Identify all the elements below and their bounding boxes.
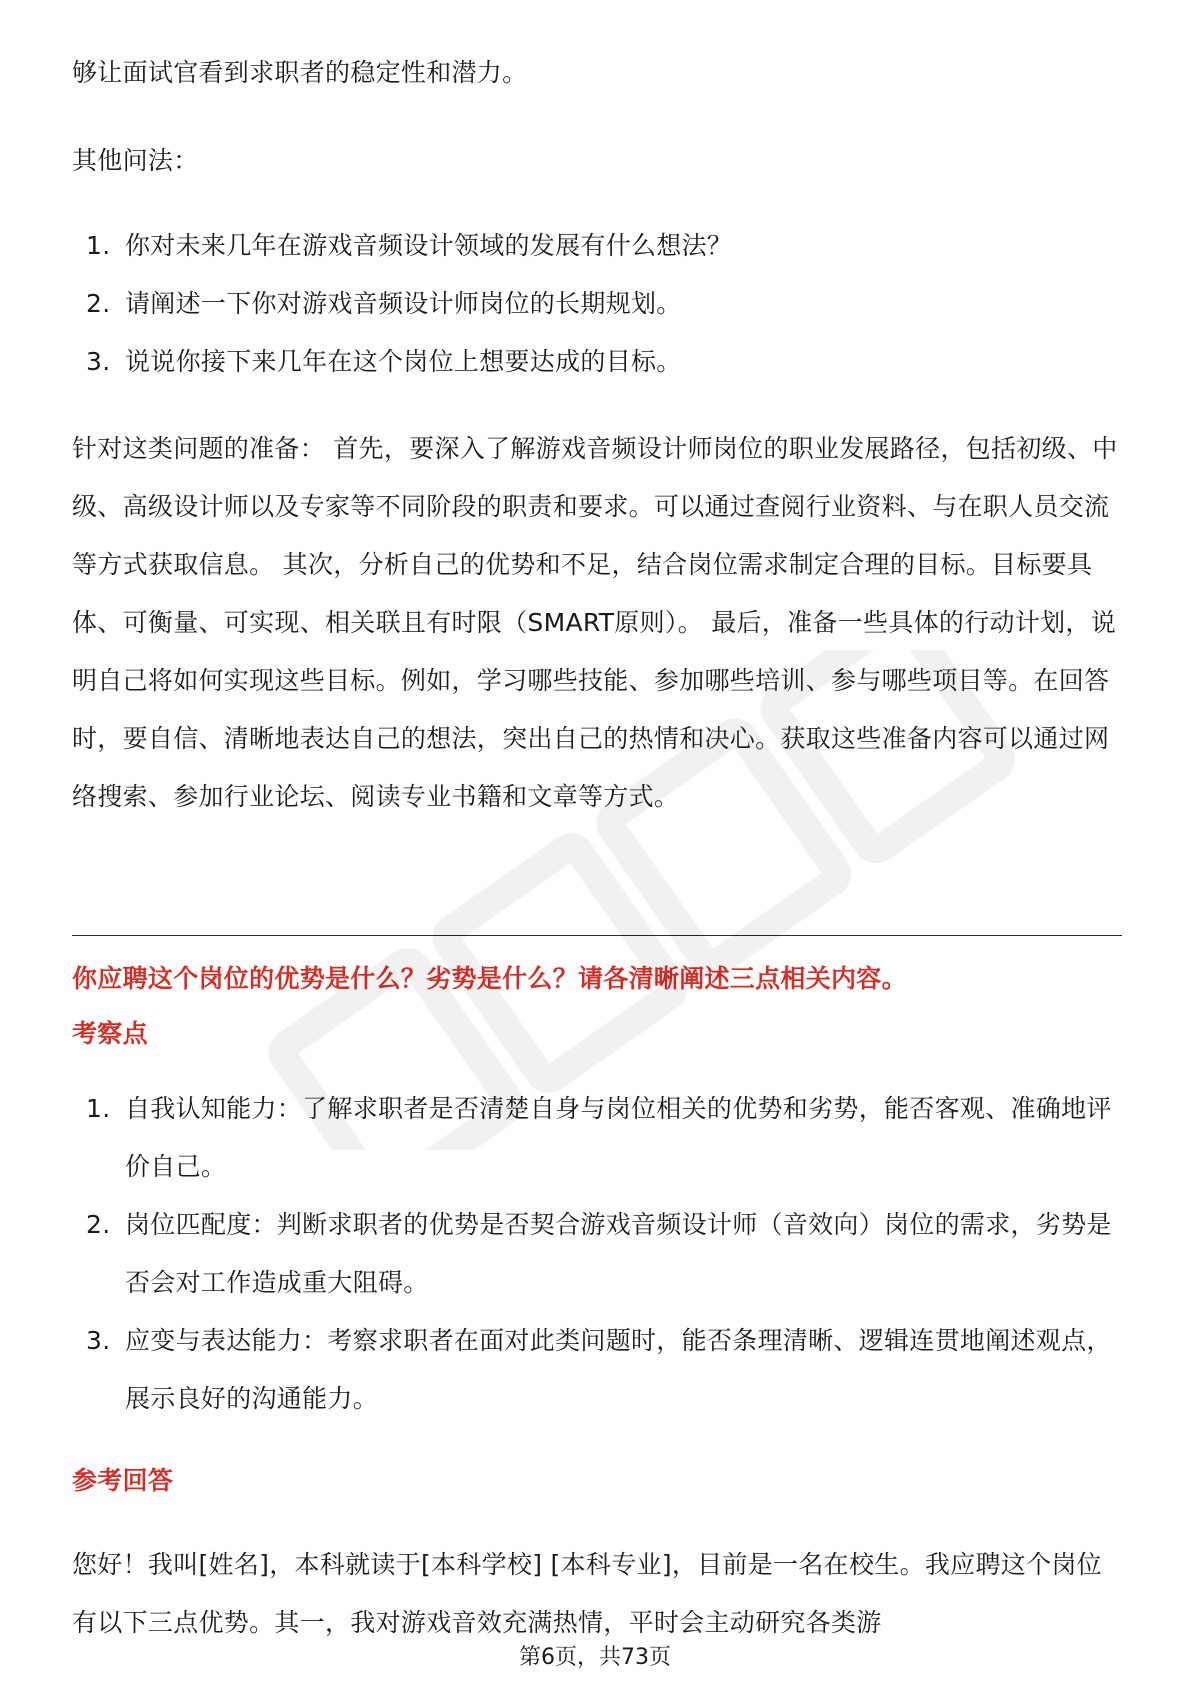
list-item-number: 1.: [86, 231, 111, 260]
list-item-number: 2.: [86, 1210, 111, 1239]
points-heading: 考察点: [72, 1019, 148, 1048]
points-list: [72, 1080, 1122, 1428]
list-item: [72, 275, 1122, 333]
list-item: [72, 1196, 1122, 1312]
list-item: [72, 217, 1122, 275]
list-item-text: 自我认知能力：了解求职者是否清楚自身与岗位相关的优势和劣势，能否客观、准确地评价自己。: [125, 1094, 1112, 1181]
list-item-text: 请阐述一下你对游戏音频设计师岗位的长期规划。: [125, 289, 682, 318]
answer-paragraph: 您好！我叫[姓名]，本科就读于[本科学校] [本科专业]，目前是一名在校生。我应聘这个岗位有以下三点优势。其一，我对游戏音效充满热情，平时会主动研究各类游: [72, 1550, 1102, 1637]
answer-heading: 参考回答: [72, 1466, 174, 1495]
list-item-text: 你对未来几年在游戏音频设计领域的发展有什么想法？: [125, 231, 733, 260]
list-item-text: 说说你接下来几年在这个岗位上想要达成的目标。: [125, 347, 682, 376]
other-questions-list: [72, 217, 1122, 391]
preparation-paragraph: 针对这类问题的准备： 首先，要深入了解游戏音频设计师岗位的职业发展路径，包括初级、中级、高级设计师以及专家等不同阶段的职责和要求。可以通过查阅行业资料、与在职人员交流等方式获取信息。 其次，分析自己的优势和不足，结合岗位需求制定合理的目标。目标要具体、可衡量、可实现、相关联且有时限（SMART原则）。 最后，准备一些具体的行动计划，说明自己将如何实现这些目标。例如，学习哪些技能、参加哪些培训、参与哪些项目等。在回答时，要自信、清晰地表达自己的想法，突出自己的热情和决心。获取这些准备内容可以通过网络搜索、参加行业论坛、阅读专业书籍和文章等方式。: [72, 434, 1118, 811]
intro-paragraph: 够让面试官看到求职者的稳定性和潜力。: [72, 58, 528, 87]
list-item-number: 3.: [86, 1326, 111, 1355]
list-item: [72, 1080, 1122, 1196]
other-questions-label: 其他问法：: [72, 146, 199, 175]
list-item-text: 应变与表达能力：考察求职者在面对此类问题时，能否条理清晰、逻辑连贯地阐述观点，展示良好的沟通能力。: [125, 1326, 1112, 1413]
list-item-number: 3.: [86, 347, 111, 376]
section-divider: [72, 935, 1122, 936]
list-item: [72, 333, 1122, 391]
question-heading: 你应聘这个岗位的优势是什么？劣势是什么？请各清晰阐述三点相关内容。: [72, 964, 907, 993]
page-footer: 第6页，共73页: [519, 1645, 671, 1670]
list-item-number: 1.: [86, 1094, 111, 1123]
list-item-number: 2.: [86, 289, 111, 318]
list-item: [72, 1312, 1122, 1428]
list-item-text: 岗位匹配度：判断求职者的优势是否契合游戏音频设计师（音效向）岗位的需求，劣势是否会对工作造成重大阻碍。: [125, 1210, 1112, 1297]
